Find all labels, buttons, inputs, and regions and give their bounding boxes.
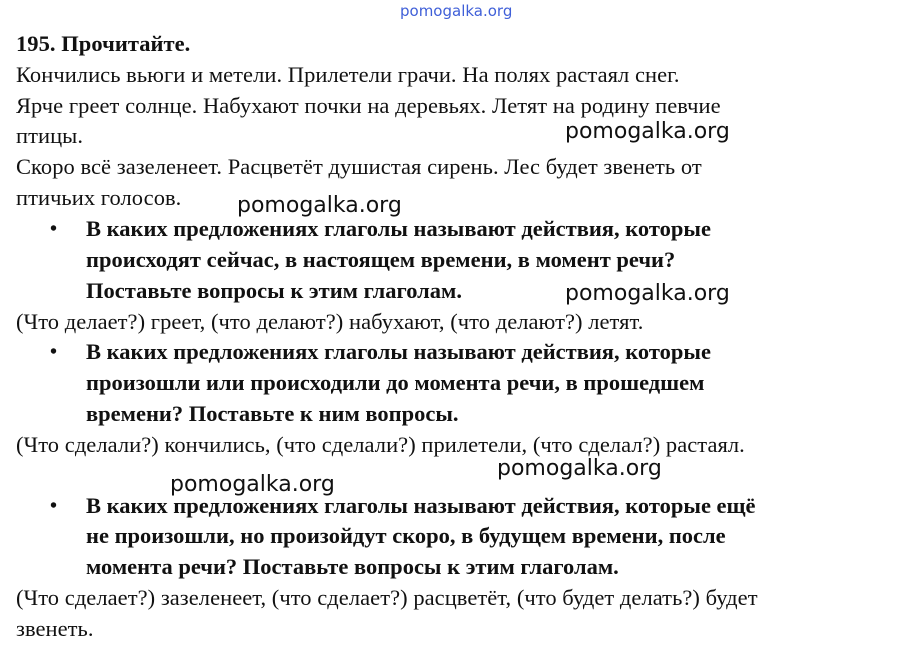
task-bullet: • [50,341,58,363]
task-answer-line: (Что делает?) греет, (что делают?) набухают, (что делают?) летят. [16,309,644,334]
exercise-text-line: Кончились вьюги и метели. Прилетели грачи. На полях растаял снег. [16,62,680,87]
watermark-text: pomogalka.org [497,456,662,481]
task-question-line: момента речи? Поставьте вопросы к этим глаголам. [86,554,619,579]
task-question-line: времени? Поставьте к ним вопросы. [86,401,459,426]
exercise-text-line: птицы. [16,123,83,148]
task-answer-line: (Что сделали?) кончились, (что сделали?) прилетели, (что сделал?) растаял. [16,432,745,457]
exercise-text-line: Ярче греет солнце. Набухают почки на деревьях. Летят на родину певчие [16,93,721,118]
task-question-line: не произошли, но произойдут скоро, в будущем времени, после [86,523,726,548]
watermark-text: pomogalka.org [565,119,730,144]
task-answer-line: (Что сделает?) зазеленеет, (что сделает?) расцветёт, (что будет делать?) будет [16,585,758,610]
task-question-line: происходят сейчас, в настоящем времени, в момент речи? [86,247,676,272]
exercise-text-line: Скоро всё зазеленеет. Расцветёт душистая сирень. Лес будет звенеть от [16,154,702,179]
watermark-text: pomogalka.org [170,472,335,497]
watermark-text: pomogalka.org [237,193,402,218]
task-answer-line: звенеть. [16,616,94,641]
watermark-text: pomogalka.org [565,281,730,306]
task-question-line: произошли или происходили до момента речи, в прошедшем [86,370,705,395]
task-question-line: Поставьте вопросы к этим глаголам. [86,278,462,303]
watermark-top: pomogalka.org [400,2,513,20]
exercise-title: 195. Прочитайте. [16,31,191,56]
exercise-text-line: птичьих голосов. [16,185,182,210]
task-question-line: В каких предложениях глаголы называют действия, которые ещё [86,493,756,518]
task-question-line: В каких предложениях глаголы называют действия, которые [86,339,711,364]
task-bullet: • [50,218,58,240]
task-question-line: В каких предложениях глаголы называют действия, которые [86,216,711,241]
task-bullet: • [50,495,58,517]
